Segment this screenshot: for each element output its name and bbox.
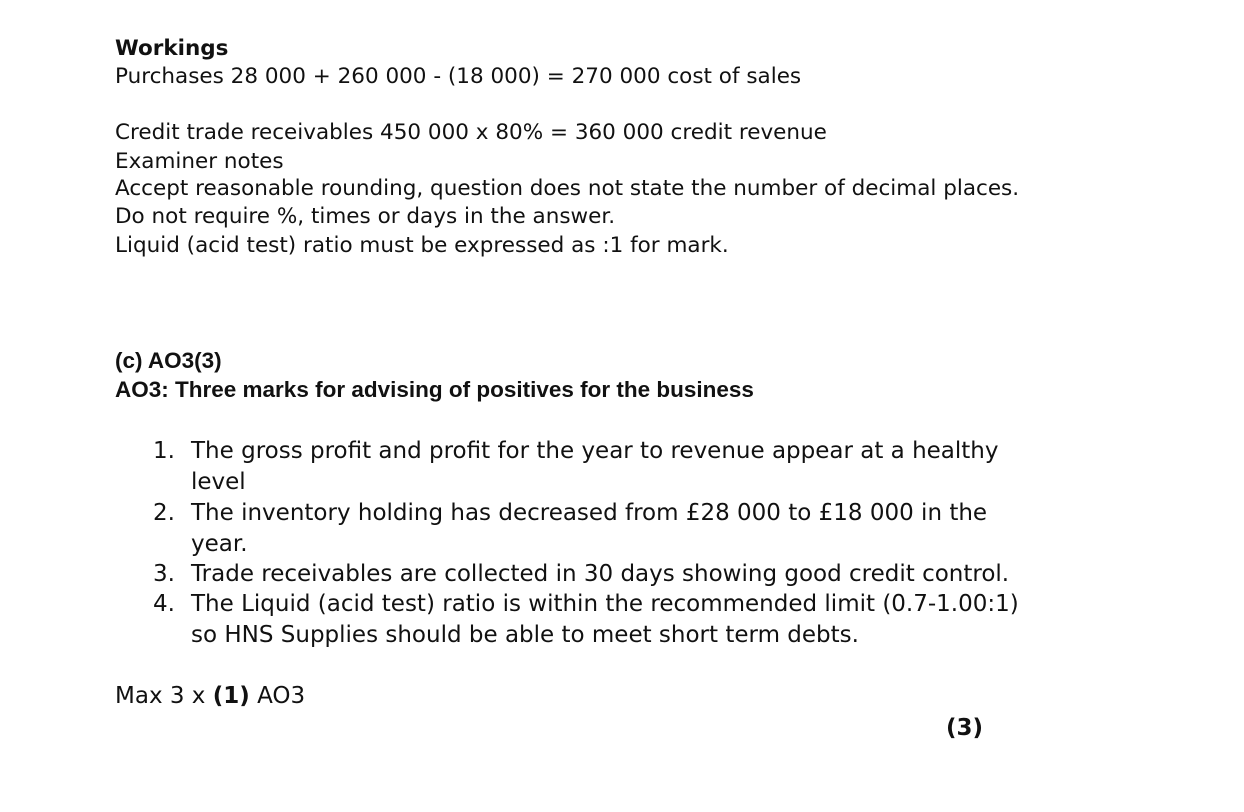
examiner-note: Liquid (acid test) ratio must be expressed as :1 for mark. bbox=[115, 233, 729, 258]
part-c-description: AO3: Three marks for advising of positives for the business bbox=[115, 377, 754, 402]
part-c-label: (c) AO3(3) bbox=[115, 348, 222, 373]
examiner-note: Do not require %, times or days in the answer. bbox=[115, 204, 616, 229]
examiner-notes-title: Examiner notes bbox=[115, 149, 284, 174]
list-item-text: so HNS Supplies should be able to meet short term debts. bbox=[191, 622, 859, 648]
total-marks: (3) bbox=[946, 715, 984, 741]
list-item-number: 3. bbox=[153, 561, 175, 587]
max-marks-suffix: AO3 bbox=[249, 683, 306, 709]
credit-working: Credit trade receivables 450 000 x 80% = 360 000 credit revenue bbox=[115, 120, 827, 145]
workings-heading: Workings bbox=[115, 36, 229, 61]
list-item-text: The Liquid (acid test) ratio is within the recommended limit (0.7-1.00:1) bbox=[191, 591, 1019, 617]
list-item-text: year. bbox=[191, 531, 248, 557]
list-item-text: The inventory holding has decreased from £28 000 to £18 000 in the bbox=[191, 500, 988, 526]
purchases-working: Purchases 28 000 + 260 000 - (18 000) = 270 000 cost of sales bbox=[115, 64, 802, 89]
list-item-text: The gross profit and profit for the year to revenue appear at a healthy bbox=[191, 438, 999, 464]
list-item-number: 2. bbox=[153, 500, 175, 526]
list-item-number: 4. bbox=[153, 591, 175, 617]
max-marks-value: (1) bbox=[212, 683, 250, 709]
list-item-text: level bbox=[191, 469, 246, 495]
list-item-text: Trade receivables are collected in 30 days showing good credit control. bbox=[191, 561, 1010, 587]
examiner-note: Accept reasonable rounding, question does not state the number of decimal places. bbox=[115, 176, 1020, 201]
list-item-number: 1. bbox=[153, 438, 175, 464]
max-marks-line bbox=[115, 681, 305, 711]
max-marks-prefix: Max 3 x bbox=[115, 683, 213, 709]
